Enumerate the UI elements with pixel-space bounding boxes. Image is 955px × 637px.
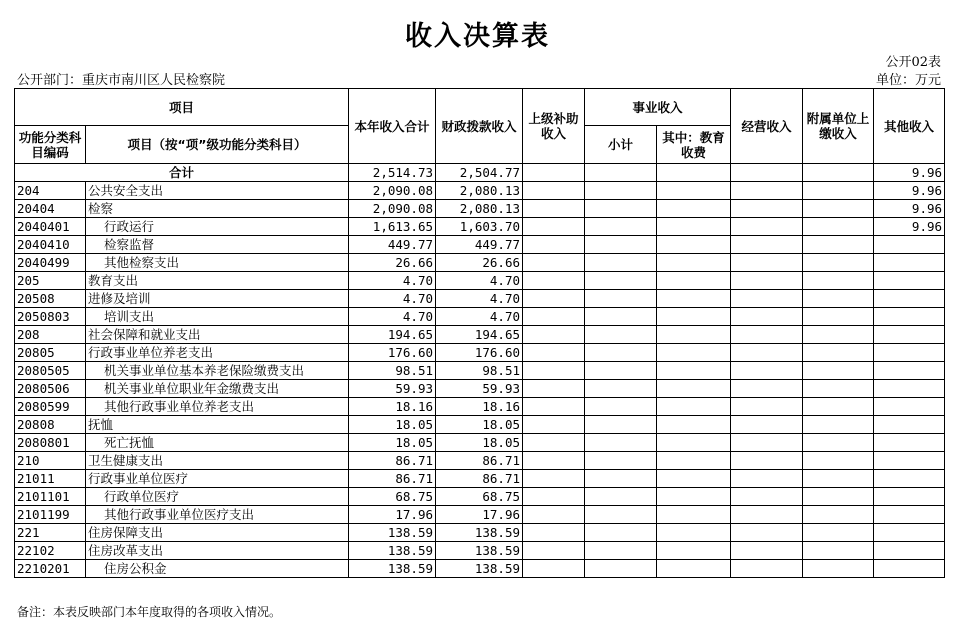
table-row bbox=[15, 524, 945, 542]
header-func-code: 功能分类科目编码 bbox=[15, 126, 86, 164]
header-item: 项目 bbox=[15, 89, 349, 126]
row-total-income: 98.51 bbox=[349, 362, 436, 380]
row-name: 其他检察支出 bbox=[86, 254, 349, 272]
row-total-income: 194.65 bbox=[349, 326, 436, 344]
row-total-income: 4.70 bbox=[349, 290, 436, 308]
row-total-income: 449.77 bbox=[349, 236, 436, 254]
row-other: 9.96 bbox=[874, 182, 945, 200]
row-total-income: 18.16 bbox=[349, 398, 436, 416]
row-fiscal: 4.70 bbox=[436, 290, 523, 308]
table-row bbox=[15, 470, 945, 488]
table-row bbox=[15, 218, 945, 236]
department-label: 公开部门：重庆市南川区人民检察院 bbox=[17, 73, 226, 88]
row-name: 行政单位医疗 bbox=[86, 488, 349, 506]
row-fiscal: 18.05 bbox=[436, 416, 523, 434]
income-table bbox=[14, 88, 945, 578]
row-other bbox=[874, 380, 945, 398]
row-name: 机关事业单位职业年金缴费支出 bbox=[86, 380, 349, 398]
footnote: 备注：本表反映部门本年度取得的各项收入情况。 bbox=[17, 605, 282, 619]
row-code: 20508 bbox=[15, 290, 86, 308]
row-total-income: 176.60 bbox=[349, 344, 436, 362]
row-fiscal: 86.71 bbox=[436, 452, 523, 470]
row-code: 2080506 bbox=[15, 380, 86, 398]
row-name: 社会保障和就业支出 bbox=[86, 326, 349, 344]
table-row bbox=[15, 200, 945, 218]
table-row bbox=[15, 560, 945, 578]
row-name: 抚恤 bbox=[86, 416, 349, 434]
row-code: 205 bbox=[15, 272, 86, 290]
row-other bbox=[874, 272, 945, 290]
form-code: 公开02表 bbox=[885, 55, 941, 70]
table-row bbox=[15, 344, 945, 362]
row-code: 2080801 bbox=[15, 434, 86, 452]
row-code: 2040401 bbox=[15, 218, 86, 236]
income-table-body bbox=[15, 164, 945, 578]
table-row bbox=[15, 506, 945, 524]
row-total-income: 2,090.08 bbox=[349, 200, 436, 218]
table-row bbox=[15, 362, 945, 380]
row-name: 培训支出 bbox=[86, 308, 349, 326]
row-total-income: 4.70 bbox=[349, 308, 436, 326]
row-other bbox=[874, 236, 945, 254]
row-other bbox=[874, 524, 945, 542]
row-fiscal: 59.93 bbox=[436, 380, 523, 398]
row-total-income: 1,613.65 bbox=[349, 218, 436, 236]
row-code: 21011 bbox=[15, 470, 86, 488]
row-total-income: 18.05 bbox=[349, 434, 436, 452]
row-name: 行政运行 bbox=[86, 218, 349, 236]
header-operating: 经营收入 bbox=[731, 89, 803, 164]
row-code: 2080599 bbox=[15, 398, 86, 416]
row-other bbox=[874, 254, 945, 272]
row-name: 其他行政事业单位医疗支出 bbox=[86, 506, 349, 524]
row-other bbox=[874, 560, 945, 578]
page-title: 收入决算表 bbox=[405, 21, 550, 52]
table-row bbox=[15, 272, 945, 290]
table-row bbox=[15, 434, 945, 452]
table-row bbox=[15, 542, 945, 560]
row-other: 9.96 bbox=[874, 218, 945, 236]
row-name: 住房改革支出 bbox=[86, 542, 349, 560]
row-name: 住房公积金 bbox=[86, 560, 349, 578]
row-total-income: 59.93 bbox=[349, 380, 436, 398]
row-total-income: 68.75 bbox=[349, 488, 436, 506]
row-code: 204 bbox=[15, 182, 86, 200]
row-other bbox=[874, 416, 945, 434]
table-row bbox=[15, 452, 945, 470]
row-name: 教育支出 bbox=[86, 272, 349, 290]
total-income-value: 2,514.73 bbox=[349, 164, 436, 182]
row-total-income: 138.59 bbox=[349, 542, 436, 560]
total-label: 合计 bbox=[15, 164, 349, 182]
row-name: 行政事业单位医疗 bbox=[86, 470, 349, 488]
header-item-name: 项目（按“项”级功能分类科目） bbox=[86, 126, 349, 164]
row-fiscal: 68.75 bbox=[436, 488, 523, 506]
header-edu-fee: 其中：教育收费 bbox=[657, 126, 731, 164]
row-total-income: 138.59 bbox=[349, 560, 436, 578]
row-name: 卫生健康支出 bbox=[86, 452, 349, 470]
row-fiscal: 2,080.13 bbox=[436, 200, 523, 218]
row-other bbox=[874, 452, 945, 470]
row-fiscal: 26.66 bbox=[436, 254, 523, 272]
unit-label: 单位：万元 bbox=[875, 73, 941, 88]
row-total-income: 86.71 bbox=[349, 470, 436, 488]
row-fiscal: 18.05 bbox=[436, 434, 523, 452]
header-business: 事业收入 bbox=[585, 89, 731, 126]
table-row bbox=[15, 236, 945, 254]
header-fiscal: 财政拨款收入 bbox=[436, 89, 523, 164]
row-fiscal: 18.16 bbox=[436, 398, 523, 416]
row-code: 2040410 bbox=[15, 236, 86, 254]
row-fiscal: 449.77 bbox=[436, 236, 523, 254]
row-fiscal: 17.96 bbox=[436, 506, 523, 524]
row-fiscal: 138.59 bbox=[436, 524, 523, 542]
row-other bbox=[874, 488, 945, 506]
header-superior: 上级补助收入 bbox=[523, 89, 585, 164]
row-other bbox=[874, 542, 945, 560]
table-row bbox=[15, 416, 945, 434]
row-name: 死亡抚恤 bbox=[86, 434, 349, 452]
row-name: 其他行政事业单位养老支出 bbox=[86, 398, 349, 416]
row-name: 检察 bbox=[86, 200, 349, 218]
row-code: 2101101 bbox=[15, 488, 86, 506]
header-affiliated: 附属单位上缴收入 bbox=[803, 89, 874, 164]
row-fiscal: 176.60 bbox=[436, 344, 523, 362]
row-code: 2101199 bbox=[15, 506, 86, 524]
row-other bbox=[874, 434, 945, 452]
table-row bbox=[15, 398, 945, 416]
header-other: 其他收入 bbox=[874, 89, 945, 164]
row-code: 208 bbox=[15, 326, 86, 344]
total-row bbox=[15, 164, 945, 182]
total-other-value: 9.96 bbox=[874, 164, 945, 182]
row-total-income: 2,090.08 bbox=[349, 182, 436, 200]
table-row bbox=[15, 488, 945, 506]
row-other bbox=[874, 506, 945, 524]
row-name: 机关事业单位基本养老保险缴费支出 bbox=[86, 362, 349, 380]
row-total-income: 86.71 bbox=[349, 452, 436, 470]
row-total-income: 17.96 bbox=[349, 506, 436, 524]
row-code: 221 bbox=[15, 524, 86, 542]
row-fiscal: 1,603.70 bbox=[436, 218, 523, 236]
row-code: 20805 bbox=[15, 344, 86, 362]
row-other: 9.96 bbox=[874, 200, 945, 218]
row-fiscal: 4.70 bbox=[436, 272, 523, 290]
row-name: 公共安全支出 bbox=[86, 182, 349, 200]
header-total-income: 本年收入合计 bbox=[349, 89, 436, 164]
row-name: 行政事业单位养老支出 bbox=[86, 344, 349, 362]
row-other bbox=[874, 326, 945, 344]
row-total-income: 138.59 bbox=[349, 524, 436, 542]
row-other bbox=[874, 398, 945, 416]
total-fiscal-value: 2,504.77 bbox=[436, 164, 523, 182]
row-code: 20808 bbox=[15, 416, 86, 434]
row-total-income: 4.70 bbox=[349, 272, 436, 290]
row-fiscal: 2,080.13 bbox=[436, 182, 523, 200]
row-code: 2080505 bbox=[15, 362, 86, 380]
row-other bbox=[874, 344, 945, 362]
row-code: 20404 bbox=[15, 200, 86, 218]
row-name: 住房保障支出 bbox=[86, 524, 349, 542]
row-name: 进修及培训 bbox=[86, 290, 349, 308]
header-subtotal: 小计 bbox=[585, 126, 657, 164]
row-total-income: 26.66 bbox=[349, 254, 436, 272]
row-code: 210 bbox=[15, 452, 86, 470]
table-row bbox=[15, 182, 945, 200]
row-name: 检察监督 bbox=[86, 236, 349, 254]
table-row bbox=[15, 254, 945, 272]
row-code: 2040499 bbox=[15, 254, 86, 272]
table-row bbox=[15, 326, 945, 344]
table-row bbox=[15, 290, 945, 308]
row-code: 22102 bbox=[15, 542, 86, 560]
row-total-income: 18.05 bbox=[349, 416, 436, 434]
row-fiscal: 138.59 bbox=[436, 542, 523, 560]
row-other bbox=[874, 362, 945, 380]
row-fiscal: 4.70 bbox=[436, 308, 523, 326]
row-other bbox=[874, 290, 945, 308]
row-other bbox=[874, 470, 945, 488]
table-row bbox=[15, 308, 945, 326]
row-code: 2050803 bbox=[15, 308, 86, 326]
table-row bbox=[15, 380, 945, 398]
row-other bbox=[874, 308, 945, 326]
row-fiscal: 86.71 bbox=[436, 470, 523, 488]
row-fiscal: 194.65 bbox=[436, 326, 523, 344]
row-fiscal: 138.59 bbox=[436, 560, 523, 578]
row-fiscal: 98.51 bbox=[436, 362, 523, 380]
row-code: 2210201 bbox=[15, 560, 86, 578]
